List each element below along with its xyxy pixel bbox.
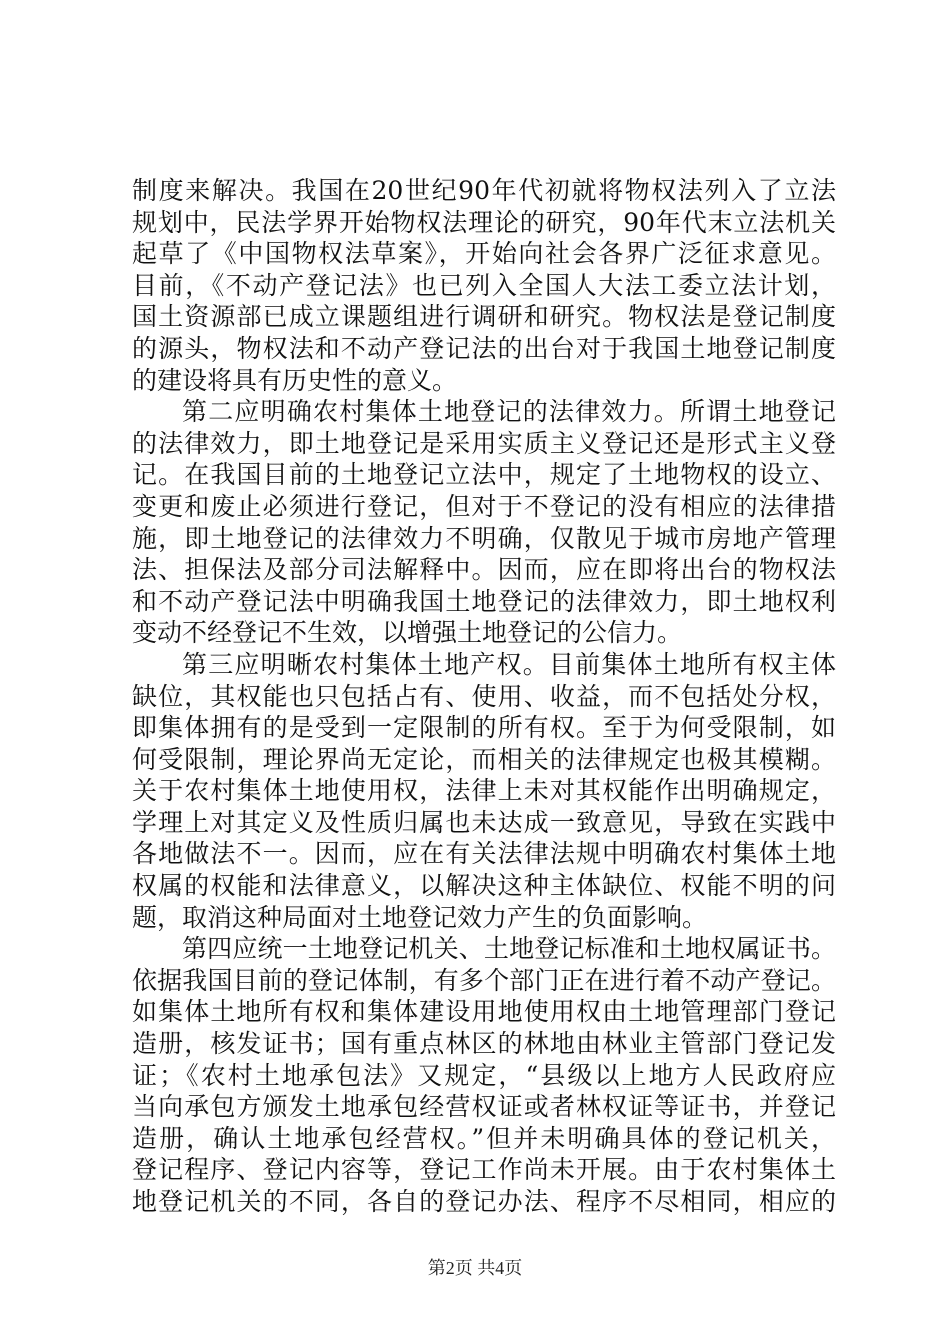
text-line: 权属的权能和法律意义，以解决这种主体缺位、权能不明的问 [132, 871, 836, 901]
text-line: 即集体拥有的是受到一定限制的所有权。至于为何受限制，如 [132, 713, 836, 743]
paragraph [132, 175, 836, 396]
text-line: 和不动产登记法中明确我国土地登记的法律效力，即土地权利 [132, 586, 836, 616]
text-line: 何受限制，理论界尚无定论，而相关的法律规定也极其模糊。 [132, 744, 836, 774]
text-line: 第四应统一土地登记机关、土地登记标准和土地权属证书。 [182, 934, 836, 964]
paragraph [132, 649, 836, 933]
text-line: 施，即土地登记的法律效力不明确，仅散见于城市房地产管理 [132, 523, 836, 553]
text-line: 目前，《不动产登记法》也已列入全国人大法工委立法计划， [132, 270, 836, 300]
document-body [132, 175, 836, 1218]
text-line: 的建设将具有历史性的意义。 [132, 365, 458, 395]
text-line: 法、担保法及部分司法解释中。因而，应在即将出台的物权法 [132, 555, 836, 585]
text-line: 依据我国目前的登记体制，有多个部门正在进行着不动产登记。 [132, 965, 836, 995]
text-line: 的源头，物权法和不动产登记法的出台对于我国土地登记制度 [132, 333, 836, 363]
text-line: 造册，确认土地承包经营权。”但并未明确具体的登记机关， [132, 1123, 836, 1153]
text-line: 规划中，民法学界开始物权法理论的研究，90年代末立法机关 [132, 207, 836, 237]
text-line: 造册，核发证书；国有重点林区的林地由林业主管部门登记发 [132, 1029, 836, 1059]
text-line: 登记程序、登记内容等，登记工作尚未开展。由于农村集体土 [132, 1155, 836, 1185]
text-line: 国土资源部已成立课题组进行调研和研究。物权法是登记制度 [132, 302, 836, 332]
text-line: 记。在我国目前的土地登记立法中，规定了土地物权的设立、 [132, 460, 836, 490]
text-line: 如集体土地所有权和集体建设用地使用权由土地管理部门登记 [132, 997, 836, 1027]
text-line: 证；《农村土地承包法》又规定，“县级以上地方人民政府应 [132, 1060, 836, 1090]
text-line: 制度来解决。我国在20世纪90年代初就将物权法列入了立法 [132, 176, 836, 205]
text-line: 各地做法不一。因而，应在有关法律法规中明确农村集体土地 [132, 839, 836, 869]
text-line: 第三应明晰农村集体土地产权。目前集体土地所有权主体 [182, 649, 836, 679]
text-line: 起草了《中国物权法草案》，开始向社会各界广泛征求意见。 [132, 239, 836, 269]
page-footer: 第2页 共4页 [427, 1258, 523, 1278]
text-line: 第二应明确农村集体土地登记的法律效力。所谓土地登记 [182, 397, 836, 427]
text-line: 的法律效力，即土地登记是采用实质主义登记还是形式主义登 [132, 428, 836, 458]
text-line: 关于农村集体土地使用权，法律上未对其权能作出明确规定， [132, 776, 836, 806]
text-line: 题，取消这种局面对土地登记效力产生的负面影响。 [132, 902, 708, 932]
text-line: 学理上对其定义及性质归属也未达成一致意见，导致在实践中 [132, 807, 836, 837]
text-line: 变更和废止必须进行登记，但对于不登记的没有相应的法律措 [132, 491, 836, 521]
paragraph [132, 396, 836, 649]
text-line: 地登记机关的不同，各自的登记办法、程序不尽相同，相应的 [132, 1187, 836, 1216]
text-line: 缺位，其权能也只包括占有、使用、收益，而不包括处分权， [132, 681, 836, 711]
text-line: 当向承包方颁发土地承包经营权证或者林权证等证书，并登记 [132, 1092, 836, 1122]
paragraph [132, 933, 836, 1217]
text-line: 变动不经登记不生效，以增强土地登记的公信力。 [132, 618, 683, 648]
